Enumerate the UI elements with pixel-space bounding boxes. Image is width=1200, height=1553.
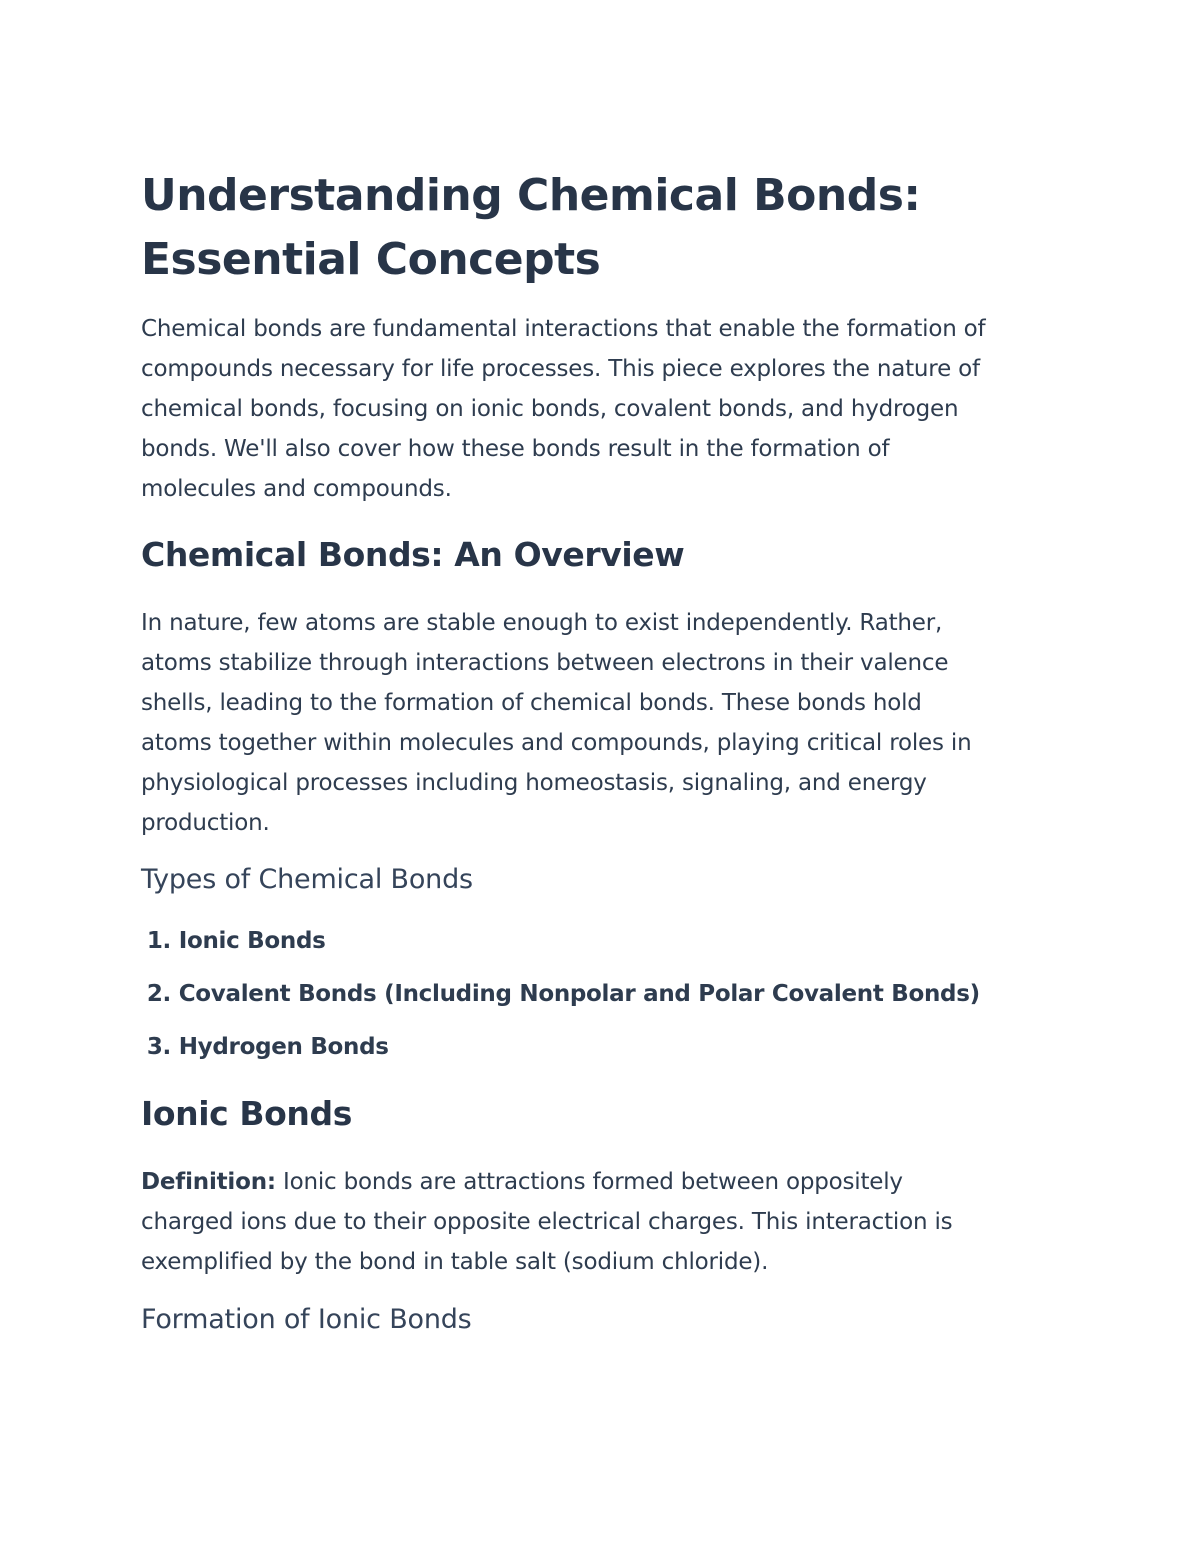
- overview-paragraph: [141, 603, 1061, 843]
- ionic-definition-paragraph: [141, 1162, 1061, 1282]
- list-item: [141, 1027, 980, 1080]
- page-title-line-2: Essential Concepts: [141, 234, 601, 285]
- overview-line: production.: [141, 810, 270, 836]
- ionic-heading: Ionic Bonds: [141, 1094, 352, 1133]
- list-item-number: 2.: [146, 981, 171, 1007]
- intro-line: bonds. We'll also cover how these bonds result in the formation of: [141, 436, 890, 462]
- overview-line: shells, leading to the formation of chemical bonds. These bonds hold: [141, 690, 922, 716]
- types-heading: Types of Chemical Bonds: [141, 864, 473, 895]
- list-item-number: 3.: [146, 1034, 171, 1060]
- overview-line: atoms stabilize through interactions between electrons in their valence: [141, 650, 949, 676]
- intro-line: Chemical bonds are fundamental interactions that enable the formation of: [141, 316, 986, 342]
- overview-line: atoms together within molecules and compounds, playing critical roles in: [141, 730, 972, 756]
- types-list: [141, 921, 980, 1080]
- ionic-formation-heading: Formation of Ionic Bonds: [141, 1304, 472, 1335]
- list-item-number: 1.: [146, 928, 171, 954]
- definition-text: Ionic bonds are attractions formed between oppositely: [275, 1169, 903, 1195]
- intro-line: molecules and compounds.: [141, 476, 452, 502]
- list-item-label: Hydrogen Bonds: [178, 1034, 389, 1060]
- intro-line: chemical bonds, focusing on ionic bonds, covalent bonds, and hydrogen: [141, 396, 959, 422]
- list-item: [141, 974, 980, 1027]
- list-item-label: Ionic Bonds: [178, 928, 326, 954]
- overview-line: In nature, few atoms are stable enough to exist independently. Rather,: [141, 610, 943, 636]
- overview-heading: Chemical Bonds: An Overview: [141, 535, 685, 574]
- intro-paragraph: [141, 309, 1061, 509]
- intro-line: compounds necessary for life processes. This piece explores the nature of: [141, 356, 980, 382]
- ionic-definition-line: charged ions due to their opposite electrical charges. This interaction is: [141, 1209, 953, 1235]
- ionic-definition-line: exemplified by the bond in table salt (sodium chloride).: [141, 1249, 769, 1275]
- list-item: [141, 921, 980, 974]
- definition-label: Definition:: [141, 1169, 276, 1195]
- page-title-line-1: Understanding Chemical Bonds:: [141, 170, 921, 221]
- page-title: [141, 164, 920, 292]
- list-item-label: Covalent Bonds (Including Nonpolar and Polar Covalent Bonds): [178, 981, 980, 1007]
- overview-line: physiological processes including homeostasis, signaling, and energy: [141, 770, 927, 796]
- ionic-definition-line: [141, 1162, 1061, 1202]
